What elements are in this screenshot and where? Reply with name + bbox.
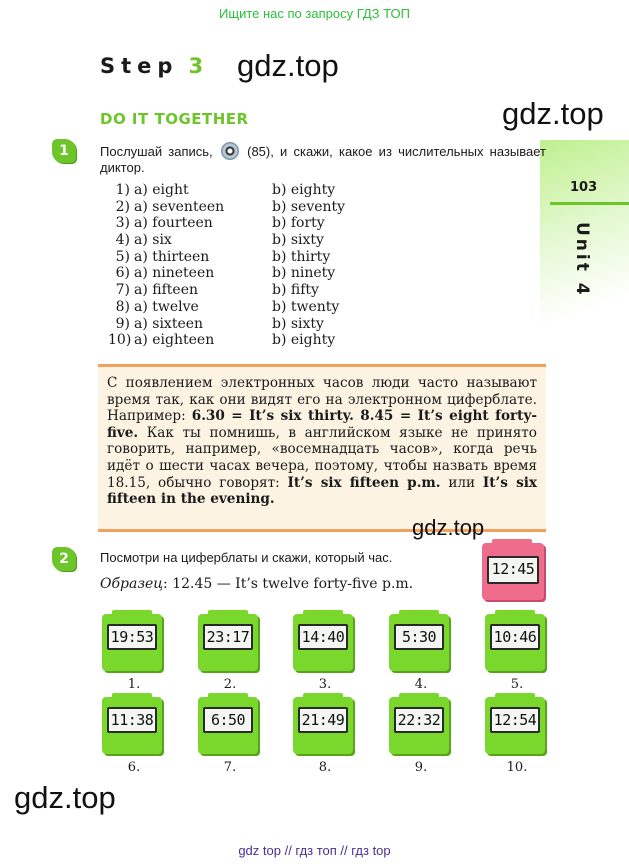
info-note [98, 364, 546, 532]
clock-display: 14:40 [298, 624, 348, 650]
sample-label: Образец [100, 576, 164, 592]
bottom-links[interactable]: gdz top // гдз топ // гдз top [238, 843, 391, 858]
option-b: b) sixty [272, 315, 324, 332]
clock-number-label: 1. [127, 677, 141, 692]
pair-number: 10) [108, 332, 132, 349]
exercise-2-instruction: Посмотри на циферблаты и скажи, который час. [100, 550, 393, 565]
digital-clock [293, 614, 353, 671]
numeral-pair [108, 182, 368, 199]
numeral-pair [108, 199, 368, 216]
numeral-pair [108, 316, 368, 333]
digital-clock [198, 697, 258, 754]
digital-clock [485, 697, 545, 754]
sample-clock [482, 543, 544, 600]
option-a: a) six [134, 232, 172, 249]
note-bold: 6.30 = It’s six thirty. 8.45 = It’s eight forty-five. [107, 408, 537, 441]
top-banner[interactable]: Ищите нас по запросу ГДЗ ТОП [219, 6, 410, 21]
step-word: Step [100, 54, 179, 78]
clock-number-label: 9. [414, 760, 428, 775]
numeral-pair [108, 332, 368, 349]
cd-disc-icon [221, 142, 239, 160]
numeral-pair [108, 299, 368, 316]
instruction-text: Послушай запись, [100, 144, 213, 159]
numeral-pair [108, 282, 368, 299]
clock-number-label: 7. [223, 760, 237, 775]
section-title: DO IT TOGETHER [100, 110, 249, 128]
clock-number-label: 8. [318, 760, 332, 775]
clock-number-label: 3. [318, 677, 332, 692]
digital-clock [485, 614, 545, 671]
clock-display: 5:30 [394, 624, 444, 650]
digital-clock [102, 614, 162, 671]
watermark: gdz.top [237, 48, 339, 83]
note-bold: It’s six fifteen p.m. [287, 474, 441, 491]
sample-text: : 12.45 — It’s twelve forty-five p.m. [163, 576, 414, 592]
option-a: a) sixteen [134, 315, 204, 332]
option-a: a) eighteen [134, 332, 215, 349]
clock-display: 12:45 [487, 556, 539, 584]
option-b: b) seventy [272, 198, 346, 215]
pair-number: 5) [115, 248, 130, 265]
clock-number-label: 5. [510, 677, 524, 692]
option-a: a) eight [134, 182, 189, 198]
clock-display: 12:54 [490, 707, 540, 733]
exercise-2-badge: 2 [52, 547, 76, 571]
digital-clock [102, 697, 162, 754]
pair-number: 6) [115, 265, 130, 282]
option-a: a) seventeen [134, 198, 225, 215]
step-number: 3 [188, 54, 204, 78]
numeral-pair [108, 215, 368, 232]
option-b: b) eighty [272, 182, 336, 198]
option-a: a) fifteen [134, 282, 198, 299]
digital-clock [293, 697, 353, 754]
step-heading [100, 54, 203, 78]
note-text: С появлением электронных часов люди часто называют время так, как они видят его на электронном циферблате. Например: [107, 375, 537, 425]
option-a: a) fourteen [134, 215, 213, 232]
pair-number: 7) [115, 282, 130, 299]
clock-number-label: 4. [414, 677, 428, 692]
pair-number: 1) [115, 182, 130, 198]
page-number: 103 [570, 180, 598, 195]
note-text: или [440, 474, 483, 491]
pair-number: 3) [115, 215, 130, 232]
numeral-pair [108, 232, 368, 249]
clock-number-label: 6. [127, 760, 141, 775]
instruction-text: (85), и скажи, какое из числительных называет диктор. [100, 144, 546, 175]
clock-display: 11:38 [107, 707, 157, 733]
pair-number: 8) [115, 298, 130, 315]
side-divider [550, 202, 629, 205]
clock-number-label: 10. [506, 760, 528, 775]
option-b: b) sixty [272, 232, 324, 249]
option-a: a) twelve [134, 298, 199, 315]
note-text: Как ты помнишь, в английском языке не принято говорить, например, «восемнадцать часов», когда речь идёт о шести часах вечера, поэтому, чтобы назвать время 18.15, обычно говорят: [107, 424, 537, 491]
unit-label [572, 222, 592, 246]
option-b: b) twenty [272, 298, 340, 315]
numeral-pair [108, 249, 368, 266]
clock-display: 23:17 [203, 624, 253, 650]
option-b: b) thirty [272, 248, 331, 265]
numeral-pair [108, 265, 368, 282]
option-a: a) thirteen [134, 248, 210, 265]
option-b: b) ninety [272, 265, 336, 282]
option-a: a) nineteen [134, 265, 215, 282]
pair-number: 4) [115, 232, 130, 249]
watermark: gdz.top [502, 96, 604, 131]
pair-number: 2) [115, 198, 130, 215]
numeral-pairs-list [108, 182, 368, 349]
watermark: gdz.top [14, 780, 116, 815]
digital-clock [389, 697, 449, 754]
option-b: b) fifty [272, 282, 319, 299]
clock-display: 21:49 [298, 707, 348, 733]
pair-number: 9) [115, 315, 130, 332]
watermark: gdz.top [412, 515, 485, 540]
note-bold: It’s six fifteen in the evening. [107, 474, 537, 508]
clock-display: 10:46 [490, 624, 540, 650]
digital-clock [198, 614, 258, 671]
digital-clock [389, 614, 449, 671]
clock-display: 19:53 [107, 624, 157, 650]
option-b: b) forty [272, 215, 325, 232]
clock-display: 6:50 [203, 707, 253, 733]
clock-number-label: 2. [223, 677, 237, 692]
clock-display: 22:32 [394, 707, 444, 733]
option-b: b) eighty [272, 332, 336, 349]
exercise-1-badge: 1 [52, 139, 76, 163]
sample-line [100, 576, 413, 592]
exercise-1-instruction [100, 142, 546, 175]
